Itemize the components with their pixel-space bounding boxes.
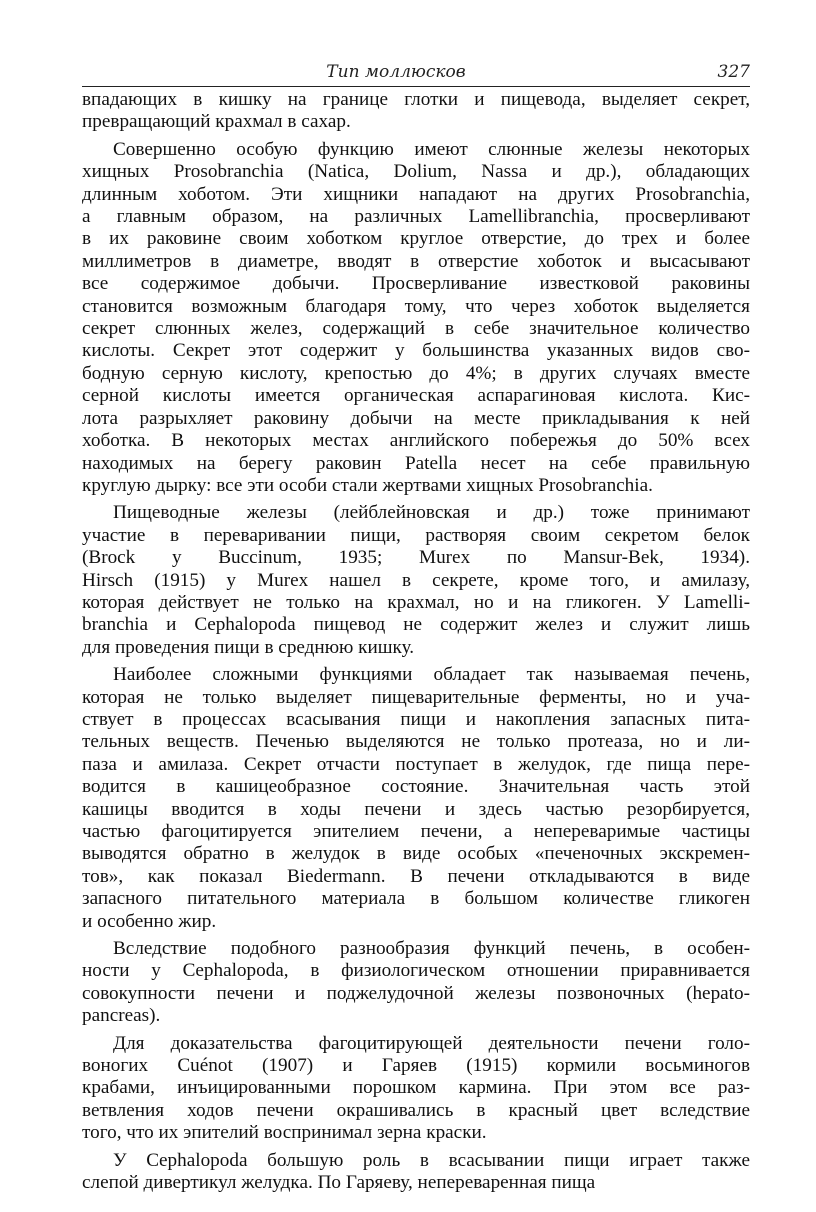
- paragraph: [82, 89, 750, 134]
- text-line: тельных веществ. Печенью выделяются не только протеаза, но и ли-: [82, 731, 750, 753]
- text-line: хищных Prosobranchia (Natica, Dolium, Nassa и др.), обладающих: [82, 161, 750, 183]
- page-number: 327: [717, 62, 750, 82]
- text-line: миллиметров в диаметре, вводят в отверстие хоботок и высасывают: [82, 250, 750, 272]
- text-line: Hirsch (1915) у Murex нашел в секрете, кроме того, и амилазу,: [82, 569, 750, 591]
- paragraph: [82, 1033, 750, 1145]
- text-line: ветвления ходов печени окрашивались в красный цвет вследствие: [82, 1099, 750, 1121]
- text-line: того, что их эпителий воспринимал зерна краски.: [82, 1122, 487, 1144]
- text-line: (Brock у Buccinum, 1935; Murex по Mansur-Bek, 1934).: [82, 547, 750, 569]
- text-line: в их раковине своим хоботком круглое отверстие, до трех и более: [82, 228, 750, 250]
- text-line: секрет слюнных желез, содержащий в себе значительное количество: [82, 318, 750, 340]
- text-line: все содержимое добычи. Просверливание известковой раковины: [82, 273, 750, 295]
- paragraph: [82, 938, 750, 1028]
- text-line: участие в переваривании пищи, растворяя своим секретом белок: [82, 524, 750, 546]
- text-line: а главным образом, на различных Lamellibranchia, просверливают: [82, 206, 750, 228]
- text-line: лота разрыхляет раковину добычи на месте прикладывания к ней: [82, 407, 750, 429]
- text-line: длинным хоботом. Эти хищники нападают на других Prosobranchia,: [82, 183, 750, 205]
- text-line: которая действует не только на крахмал, но и на гликоген. У Lamelli-: [82, 591, 750, 613]
- text-line: ности у Cephalopoda, в физиологическом отношении приравнивается: [82, 960, 750, 982]
- text-line: Для доказательства фагоцитирующей деятельности печени голо-: [113, 1032, 750, 1054]
- text-line: У Cephalopoda большую роль в всасывании пищи играет также: [113, 1149, 750, 1171]
- text-line: превращающий крахмал в сахар.: [82, 111, 351, 133]
- text-line: кислоты. Секрет этот содержит у большинства указанных видов сво-: [82, 340, 750, 362]
- text-line: Пищеводные железы (лейблейновская и др.) тоже принимают: [113, 502, 750, 524]
- text-line: бодную серную кислоту, крепостью до 4%; в других случаях вместе: [82, 362, 750, 384]
- text-line: кашицы вводится в ходы печени и здесь частью резорбируется,: [82, 798, 750, 820]
- text-line: частью фагоцитируется эпителием печени, а непереваримые частицы: [82, 821, 750, 842]
- text-line: Совершенно особую функцию имеют слюнные железы некоторых: [113, 138, 750, 160]
- text-line: ствует в процессах всасывания пищи и накопления запасных пита-: [82, 708, 750, 730]
- paragraph: [82, 502, 750, 659]
- body-text: [82, 89, 750, 1195]
- page-header: [82, 58, 750, 87]
- text-line: водится в кашицеобразное состояние. Значительная часть этой: [82, 776, 750, 798]
- text-line: Вследствие подобного разнообразия функций печень, в особен-: [113, 938, 750, 960]
- text-line: для проведения пищи в среднюю кишку.: [82, 636, 415, 658]
- text-line: выводятся обратно в желудок в виде особых «печеночных экскремен-: [82, 843, 750, 865]
- paragraph: [82, 139, 750, 498]
- paragraph: [82, 1150, 750, 1195]
- book-page: [82, 58, 750, 1200]
- text-line: совокупности печени и поджелудочной железы позвоночных (hepato-: [82, 982, 750, 1004]
- running-title: Тип моллюсков: [326, 62, 466, 82]
- text-line: которая не только выделяет пищеварительные ферменты, но и уча-: [82, 686, 750, 708]
- text-line: крабами, инъицированными порошком кармина. При этом все раз-: [82, 1077, 750, 1099]
- text-line: воногих Cuénot (1907) и Гаряев (1915) кормили восьминогов: [82, 1055, 750, 1077]
- text-line: круглую дырку: все эти особи стали жертвами хищных Prosobranchia.: [82, 474, 653, 496]
- text-line: тов», как показал Biedermann. В печени откладываются в виде: [82, 865, 750, 887]
- text-line: запасного питательного материала в большом количестве гликоген: [82, 888, 750, 910]
- text-line: впадающих в кишку на границе глотки и пищевода, выделяет секрет,: [82, 89, 750, 110]
- text-line: находимых на берегу раковин Patella несет на себе правильную: [82, 452, 750, 474]
- text-line: pancreas).: [82, 1005, 161, 1027]
- text-line: и особенно жир.: [82, 910, 217, 932]
- text-line: паза и амилаза. Секрет отчасти поступает в желудок, где пища пере-: [82, 753, 750, 775]
- text-line: хоботка. В некоторых местах английского побережья до 50% всех: [82, 430, 750, 452]
- text-line: branchia и Cephalopoda пищевод не содержит желез и служит лишь: [82, 614, 750, 636]
- text-line: серной кислоты имеется органическая аспарагиновая кислота. Кис-: [82, 385, 750, 407]
- text-line: Наиболее сложными функциями обладает так называемая печень,: [113, 664, 750, 686]
- text-line: становится возможным благодаря тому, что через хоботок выделяется: [82, 295, 750, 317]
- text-line: слепой дивертикул желудка. По Гаряеву, непереваренная пища: [82, 1172, 596, 1194]
- paragraph: [82, 664, 750, 933]
